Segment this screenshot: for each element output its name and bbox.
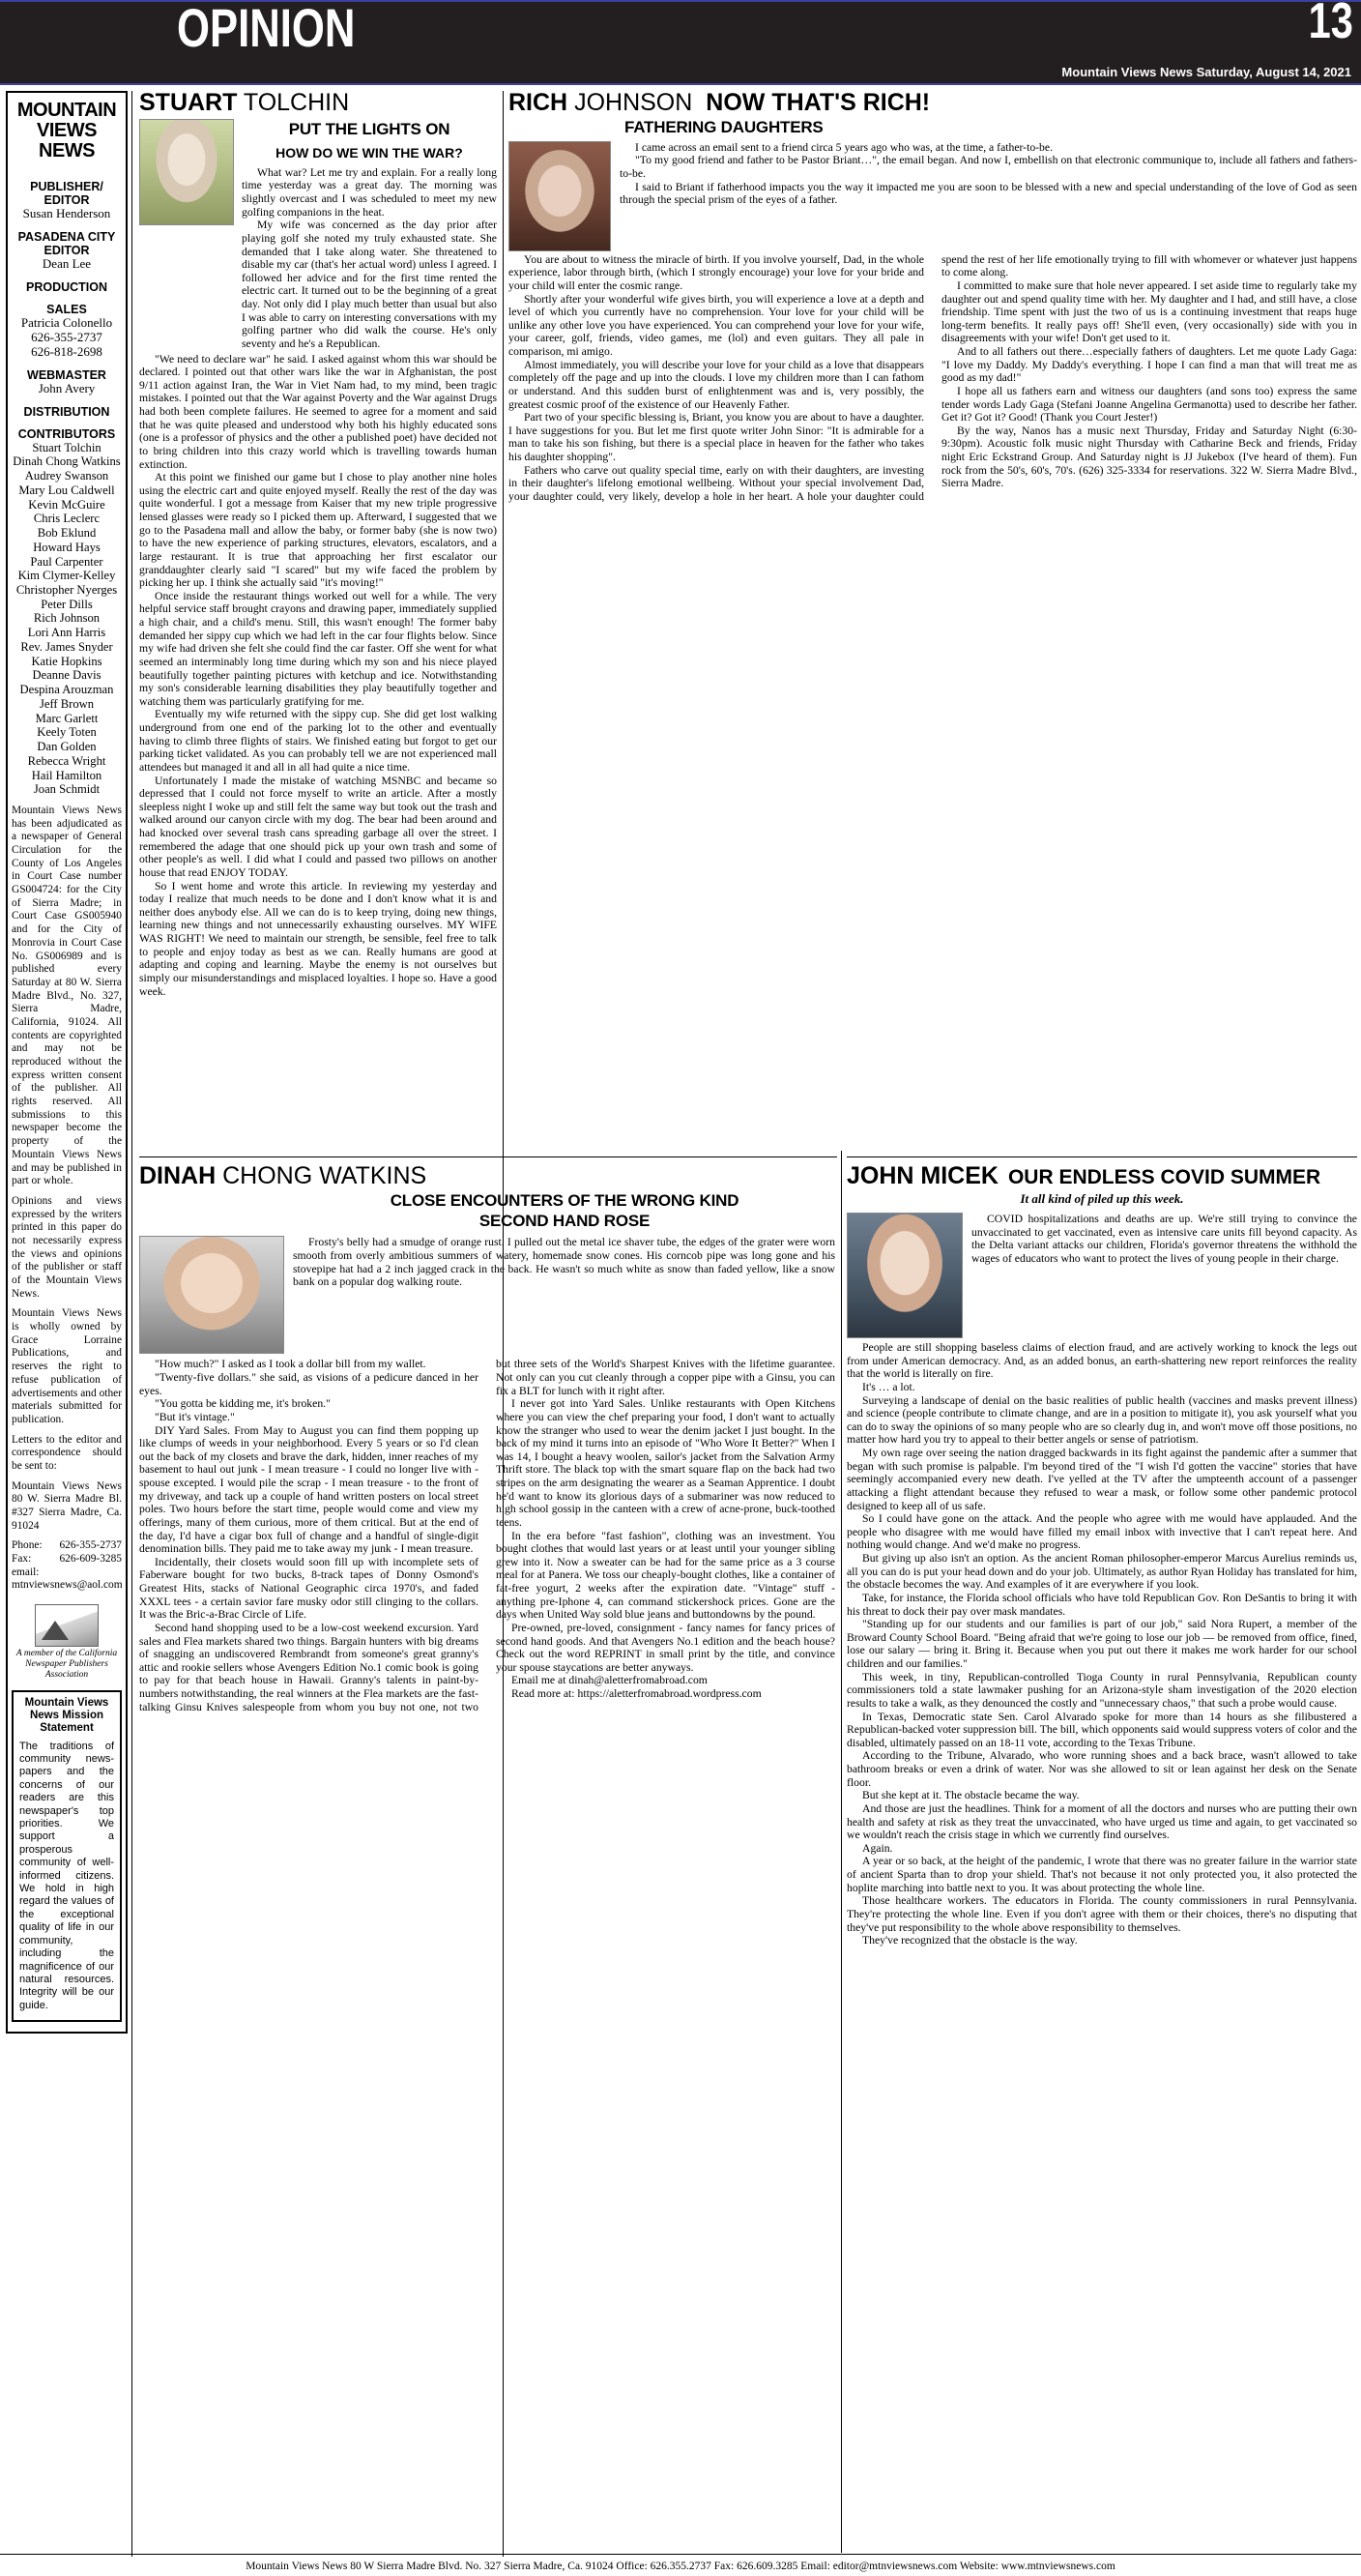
article-paragraph: "We need to declare war" he said. I asked against whom this war should be declared. I pointed out that other wars like the war in Afghanistan, the post 9/11 action against Iran, the War in Viet Nam had, to my mind, been tragic mistakes. I pointed out that the War against Poverty and the War against Drugs had both been complete failures. He seemed to agree for a moment and said that he was quite pleased and understood why both his highly educated sons (one is a professor of physics and the other a published poet) have decided not to bring children into this crazy world which is travelling towards human extinction. bbox=[139, 352, 497, 471]
tolchin-lead-paragraphs bbox=[242, 166, 497, 351]
article-tolchin bbox=[139, 91, 497, 998]
contributor-name: Peter Dills bbox=[41, 597, 93, 611]
masthead-title: MOUNTAIN VIEWS NEWS bbox=[16, 100, 117, 161]
byline-tolchin-first: STUART bbox=[139, 89, 238, 116]
contributors-list bbox=[12, 441, 122, 797]
rule-sidebar bbox=[131, 91, 132, 2557]
article-paragraph: Those healthcare workers. The educators in Florida. The county commissioners in rural Pennsylvania. They're protecting the whole line. Even if you don't agree with them or their choices, there's no disputing that they've put responsibility to the whole above responsibility to themselves. bbox=[847, 1894, 1357, 1934]
article-paragraph: "But it's vintage." bbox=[155, 1410, 235, 1423]
contributor-name: Kevin McGuire bbox=[28, 497, 105, 512]
legal-paragraph: Mountain Views News 80 W. Sierra Madre Bl. #327 Sierra Madre, Ca. 91024 bbox=[12, 1479, 122, 1532]
contributor-name: Mary Lou Caldwell bbox=[18, 483, 115, 497]
article-paragraph: DIY Yard Sales. From May to August you can find them popping up like clumps of weeds in your neighborhood. Every 5 years or so I'd clean out the back of my closets and brave the dark, hidden, inner reaches of my basement to haul out junk - I mean treasure - I could no longer live with - spouse excepted. I would pile the scrap - I mean treasure - to the front of my driveway, and tack up a couple of hand written posters on local street poles. Two hours before the start time, people would come and view my offerings, many of them curious, more of them critical. But at the end of the day, I'd have a cigar box full of change and a handful of single-digit denomination bills. They paid me to take away my junk - I mean treasure. bbox=[139, 1423, 478, 1556]
article-paragraph: Read more at: https://aletterfromabroad.wordpress.com bbox=[511, 1687, 762, 1700]
article-paragraph: I came across an email sent to a friend circa 5 years ago who was, at the time, a father-to-be. bbox=[635, 140, 1054, 154]
sales-phone-2: 626-818-2698 bbox=[31, 343, 102, 359]
article-paragraph: Incidentally, their closets would soon fill up with incomplete sets of Faberware bought for two bucks, 8-track tapes of Donny Osmond's Greatest Hits, stacks of National Geographic circa 1970's, and faded XXXL tees - a certain savior fare musky odor still clinging to the collars. It was the Bric-a-Brac Circle of Life. bbox=[139, 1555, 478, 1622]
role-name-webmaster: John Avery bbox=[38, 380, 96, 395]
contributor-name: Dinah Chong Watkins bbox=[13, 454, 121, 469]
article-paragraph: But she kept at it. The obstacle became the way. bbox=[862, 1789, 1080, 1802]
mission-title: Mountain Views News Mission Statement bbox=[24, 1696, 109, 1735]
legal-text bbox=[12, 805, 122, 1593]
masthead-sidebar bbox=[6, 91, 128, 2034]
banner-bottom-rule bbox=[0, 83, 1361, 85]
micek-body bbox=[847, 1341, 1357, 1947]
article-paragraph: "You gotta be kidding me, it's broken." bbox=[155, 1397, 331, 1411]
legal-paragraph: Mountain Views News has been adjudicated as a newspaper of General Circulation for the County of Los Angeles in Court Case number GS004724: for the City of Sierra Madre; in Court Case GS005940 and for the City of Monrovia in Court Case No. GS006989 and is published every Saturday at 80 W. Sierra Madre Blvd., No. 327, Sierra Madre, California, 91024. All contents are copyrighted and may not be reproduced without the express written consent of the publisher. All rights reserved. All submissions to this newspaper become the property of the Mountain Views News and may be published in part or whole. bbox=[12, 804, 122, 1187]
article-paragraph: What war? Let me try and explain. For a really long time yesterday was a great day. The morning was slightly overcast and I was scheduled to meet my new golfing companions in the heat. bbox=[242, 165, 497, 219]
contributor-name: Joan Schmidt bbox=[33, 782, 101, 797]
watkins-body bbox=[139, 1358, 835, 1713]
role-name-sales: Patricia Colonello bbox=[20, 314, 113, 330]
article-paragraph: "Twenty-five dollars." she said, as visions of a pedicure danced in her eyes. bbox=[139, 1371, 478, 1397]
contributor-name: Lori Ann Harris bbox=[27, 626, 106, 640]
page-number: 13 bbox=[1308, 0, 1353, 49]
contributor-name: Marc Garlett bbox=[35, 711, 99, 725]
contributor-name: Kim Clymer-Kelley bbox=[17, 569, 116, 583]
contributor-name: Keely Toten bbox=[37, 725, 97, 740]
article-paragraph: Surveying a landscape of denial on the basic realities of public health (vaccines and masks prevent illness) and science (people contribute to climate change, and are in a position to mitigate it), you ask yourself what you can do to sway the opinions of so many people who are so clearly dug in, and won't move off those positions, no matter how hard you try to appeal to their better angels or sense of patriotism. bbox=[847, 1393, 1357, 1447]
contributor-name: Stuart Tolchin bbox=[32, 440, 101, 454]
article-paragraph: It's … a lot. bbox=[862, 1380, 915, 1393]
contributor-name: Paul Carpenter bbox=[30, 554, 103, 569]
legal-paragraph: Opinions and views expressed by the writers printed in this paper do not necessarily express the views and opinions of the publisher or staff of the Mountain Views News. bbox=[12, 1194, 122, 1300]
mission-statement-box bbox=[12, 1690, 122, 2022]
article-paragraph: I said to Briant if fatherhood impacts you the way it impacted me you are soon to be blessed with a new and special understanding of the love of God as seen through the special prism of the eyes of a father. bbox=[620, 180, 1357, 207]
article-paragraph: At this point we finished our game but I chose to play another nine holes using the electric cart and quite enjoyed myself. Really the rest of the day was quite wonderful. I got a message from Kaiser that my new triple progressive lensed glasses were ready so I picked them up. Afterward, I suggested that we go to the Pasadena mall and allow the baby, or former baby (she is now two) to have the new experience of parking structures, elevators, escalators, and a large restaurant. It is true that approaching her first escalator our granddaughter clearly said "I scared" but my wife faced the problem by picking her up. I think she actually said "it's moving!" bbox=[139, 471, 497, 590]
article-paragraph: Unfortunately I made the mistake of watching MSNBC and became so depressed that I could not force myself to write an article. After a mostly sleepless night I woke up and still felt the same way but took out the trash and walked around our canyon circle with my dog. The bear had been around and had knocked over several trash cans spreading garbage all over the street. I remembered the adage that one should pick up your own trash and some of other people's as well. I did what I could and passed two pillows on another house that read ENJOY TODAY. bbox=[139, 774, 497, 879]
article-paragraph: I hope all us fathers earn and witness our daughters (and sons too) express the same tender words Lady Gaga (Stefani Joanne Angelina Germanotta) used to describe her father. Get it? Got it? Good! (Thank you Court Jester!) bbox=[941, 384, 1357, 424]
article-paragraph: And to all fathers out there…especially fathers of daughters. Let me quote Lady Gaga: "I love my Daddy. My Daddy's everything. I hope I can find a man that will treat me as good as my dad!" bbox=[941, 345, 1357, 385]
article-paragraph: In Texas, Democratic state Sen. Carol Alvarado spoke for more than 14 hours as she filibustered a Republican-backed voter suppression bill. The bill, which opponents said would suppress voters of color and the disabled, ultimately passed on an 18-11 vote, according to the Texas Tribune. bbox=[847, 1710, 1357, 1749]
sales-phone-1: 626-355-2737 bbox=[31, 329, 102, 344]
legal-paragraph: Letters to the editor and correspondence should be sent to: bbox=[12, 1433, 122, 1472]
divider-lower-right bbox=[847, 1156, 1357, 1157]
article-johnson bbox=[508, 91, 1357, 504]
byline-johnson-last: JOHNSON bbox=[574, 89, 693, 116]
article-paragraph: And those are just the headlines. Think for a moment of all the doctors and nurses who are putting their own health and safety at risk as they treat the unvaccinated, who have urged us time and again, to get vaccinated so we wouldn't reach the crisis stage in which we currently find ourselves. bbox=[847, 1801, 1357, 1842]
article-paragraph: You are about to witness the miracle of birth. If you involve yourself, Dad, in the whole experience, labor through birth, (which I strongly encourage) your love for your bride and your child will enter the cosmic range. bbox=[508, 252, 924, 292]
article-paragraph: A year or so back, at the height of the pandemic, I wrote that there was no greater failure in the warrior state of ancient Sparta than to drop your shield. That's not because it not only protected you, it also protected the hoplite marching into battle next to you. It was about protecting the whole line. bbox=[847, 1855, 1357, 1894]
page-banner bbox=[0, 2, 1361, 83]
byline-watkins bbox=[139, 1164, 835, 1188]
contributor-name: Christopher Nyerges bbox=[15, 582, 118, 597]
contributor-name: Rev. James Snyder bbox=[20, 639, 113, 654]
contributor-name: Deanne Davis bbox=[32, 668, 101, 683]
role-title-contributors: CONTRIBUTORS bbox=[17, 426, 116, 441]
article-paragraph: But giving up also isn't an option. As the ancient Roman philosopher-emperor Marcus Aurelius reminds us, all you can do is put your head down and do your job. Ultimately, as author Ryan Holiday has translated for him, the obstacle becomes the way. And examples of it are everywhere if you look. bbox=[847, 1552, 1357, 1592]
subhead-tolchin: HOW DO WE WIN THE WAR? bbox=[275, 144, 463, 161]
article-paragraph: People are still shopping baseless claims of election fraud, and are actively working to knock the legs out from under American democracy. And, as an added bonus, an earth-shattering new report reinforces the reality that the world is literally on fire. bbox=[847, 1341, 1357, 1381]
article-paragraph: This week, in tiny, Republican-controlled Tioga County in rural Pennsylvania, Republican county commissioners told a state lawmaker pushing for an Arizona-style sham investigation of the 2020 election results to take a walk, as they denounced the costly and "unnecessary chaos," that such a probe would cause. bbox=[847, 1670, 1357, 1710]
article-paragraph: By the way, Nanos has a music next Thursday, Friday and Saturday Night (6:30-9:30pm). Acoustic folk music night Thursday with Catharine Beck and friends, Friday night Eric Eckstrand Group. And Saturday night is JJ Jukebox (I've heard of them). Fun rock from the 50's, 60's, 70's. (626) 325-3334 for reservations. 322 W. Sierra Madre Blvd., Sierra Madre. bbox=[941, 424, 1357, 490]
byline-micek-name: JOHN MICEK bbox=[847, 1162, 999, 1189]
contributor-name: Howard Hays bbox=[33, 540, 101, 554]
banner-dateline: Mountain Views News Saturday, August 14, 2021 bbox=[1061, 65, 1351, 79]
role-title-sales: SALES bbox=[46, 302, 87, 316]
contributor-name: Despina Arouzman bbox=[19, 683, 114, 697]
contributor-name: Jeff Brown bbox=[39, 696, 95, 711]
johnson-lead-paragraphs bbox=[620, 141, 1357, 251]
photo-dinah-chong-watkins bbox=[139, 1236, 284, 1354]
cnpa-badge bbox=[12, 1604, 122, 1681]
role-name-publisher: Susan Henderson bbox=[22, 206, 111, 220]
byline-tolchin-last: TOLCHIN bbox=[243, 89, 350, 116]
byline-watkins-last: CHONG WATKINS bbox=[222, 1162, 427, 1189]
article-watkins bbox=[139, 1164, 835, 1713]
article-paragraph: Email me at dinah@aletterfromabroad.com bbox=[511, 1674, 708, 1687]
headline-watkins-2: SECOND HAND ROSE bbox=[478, 1211, 651, 1230]
article-paragraph: Once inside the restaurant things worked out well for a while. The very helpful service staff brought crayons and drawing paper, immediately supplied a high chair, and a child's menu. Still, this wasn't enough! The former baby demanded her sippy cup which we had left in the car four flights below. Since my wife had driven she felt she could find the car faster. Off she went for what seemed an interminably long time during which my son and his niece played beautifully together painting pictures with ketchup and ice. Notwithstanding my son's considerable learning disabilities they play beautifully together and watching them was particularly gratifying for me. bbox=[139, 589, 497, 708]
cnpa-caption: A member of the California Newspaper Publishers Association bbox=[15, 1649, 118, 1681]
photo-stuart-tolchin bbox=[139, 119, 234, 225]
byline-johnson-first: RICH bbox=[508, 89, 568, 116]
contributor-name: Hail Hamilton bbox=[31, 768, 102, 782]
article-micek bbox=[847, 1164, 1357, 1947]
tolchin-body bbox=[139, 353, 497, 999]
page-footer: Mountain Views News 80 W Sierra Madre Blvd. No. 327 Sierra Madre, Ca. 91024 Office: 626.355.2737 Fax: 626.609.3285 Email: editor@mtnviewsnews.com Website: www.mtnviewsnews.com bbox=[246, 2561, 1115, 2572]
article-paragraph: Second hand shopping used to be a low-cost weekend excursion. Yard sales and Flea markets shared two things. Bargain hunters with big dreams of snagging an undiscovered Rembrandt from someone's great granny's attic and rookie sellers whose Avengers Edition No.1 comic book is going to pay for that beach house in Hawaii. Granny's talents in paint-by-numbers notwithstanding, the real winners at the Flea markets are the fast-talking Ginsu Knives salespeople from whom you buy not one, not two but three sets of the World's Sharpest Knives with the lifetime guarantee. Not only can you cut cleanly through a copper pipe with a Ginsu, you can fix a BLT for lunch with it right after. bbox=[139, 1358, 835, 1713]
subhead-micek: It all kind of piled up this week. bbox=[1020, 1191, 1184, 1206]
role-title-production: PRODUCTION bbox=[25, 279, 108, 294]
contributor-name: Rich Johnson bbox=[33, 611, 101, 626]
contributor-name: Bob Eklund bbox=[37, 526, 97, 541]
byline-johnson bbox=[508, 91, 692, 115]
article-paragraph: "How much?" I asked as I took a dollar bill from my wallet. bbox=[155, 1358, 426, 1371]
article-paragraph: Pre-owned, pre-loved, consignment - fancy names for fancy prices of second hand goods. And that Avengers No.1 edition and the beach house? Check out the word REPRINT in small print by the title, and convince your spouse staycations are better anyways. bbox=[496, 1621, 835, 1674]
article-paragraph: According to the Tribune, Alvarado, who wore running shoes and a back brace, wasn't allowed to take bathroom breaks or even a drink of water. Nor was she allowed to sit or lean against her desk on the Senate floor. bbox=[847, 1749, 1357, 1789]
watkins-lead-paragraphs bbox=[293, 1236, 835, 1354]
role-title-pasadena-editor: PASADENA CITY EDITOR bbox=[17, 229, 116, 257]
contributor-name: Audrey Swanson bbox=[24, 469, 109, 483]
article-paragraph: "Standing up for our students and our families is part of our job," said Nora Rupert, a member of the Broward County School Board. "Being afraid that we're going to lose our job — be removed from office, fined, lose our salary — bring it. Bring it. Because when you put out there it makes me work harder for our school children and our families." bbox=[847, 1618, 1357, 1670]
contributor-name: Dan Golden bbox=[37, 740, 97, 754]
footer-rule bbox=[0, 2554, 1361, 2555]
micek-lead-paragraphs bbox=[971, 1213, 1357, 1338]
article-paragraph: In the era before "fast fashion", clothing was an investment. You bought clothes that would last years or at least until your younger sibling grew into it. Now a sweater can be had for the same price as a 3 course meal for at Panera. We toss our cheaply-bought clothes, like a container of fat-free yogurt, 2 weeks after the expiration date. "Vintage" stuff - anything pre-Iphone 4, can command stickershock prices. Gone are the days when United Way sold blue jeans and buttondowns by the pound. bbox=[496, 1529, 835, 1622]
article-paragraph: My wife was concerned as the day prior after playing golf she noted my truly exhausted state. She demanded that I take along water. She threatened to disable my car (that's her actual word) unless I agreed. I followed her advice and for the first time rented the electric cart. It turned out to be the beginning of a great day. Not only did I play much better than usual but also I was able to carry on interesting conversations with my golfing partner who did walk the course. He's only seventy and he's a Republican. bbox=[242, 219, 497, 350]
byline-micek bbox=[847, 1164, 999, 1188]
mountain-icon bbox=[35, 1604, 99, 1647]
byline-tolchin bbox=[139, 91, 497, 115]
article-paragraph: Part two of your specific blessing is, Briant, you know you are about to have a daughter. I have suggestions for you. But let me first quote writer John Sinor: "It is admirable for a man to take his son fishing, but there is a special place in heaven for the father who takes his daughter shopping". bbox=[508, 411, 924, 464]
role-name-pasadena-editor: Dean Lee bbox=[42, 255, 92, 271]
role-title-distribution: DISTRIBUTION bbox=[23, 404, 110, 419]
article-paragraph: Shortly after your wonderful wife gives birth, you will experience a love at a depth and level of which you currently have no comprehension. Your love for your child will be unlike any other love you have experienced. You can comprehend your love for your wife, your career, golf, friends, video games, me (lol) and even guitars. They all pale in comparison, mi amigo. bbox=[508, 292, 924, 359]
article-paragraph: COVID hospitalizations and deaths are up. We're still trying to convince the unvaccinated to get vaccinated, even as intensive care units fill beyond capacity. As the Delta variant attacks our children, Florida's governor threatens the withhold the wages of educators who want to protect the lives of young people in their charge. bbox=[971, 1213, 1357, 1265]
article-paragraph: Take, for instance, the Florida school officials who have told Republican Gov. Ron DeSantis to bring it with his threat to dock their pay over mask mandates. bbox=[847, 1591, 1357, 1618]
article-paragraph: My own rage over seeing the nation dragged backwards in its fight against the pandemic after a summer that began with such promise is palpable. I'm beyond tired of the "I wish I'd gotten the vaccine" stories that have seemingly accompanied every new death. I've yelled at the TV after the umpteenth account of a passenger attacking a flight attendant because they refused to wear a mask, or follow some other pandemic protocol designed to keep all of us safe. bbox=[847, 1447, 1357, 1512]
article-paragraph: I never got into Yard Sales. Unlike restaurants with Open Kitchens where you can view the chef preparing your food, I don't want to actually know the stranger who used to wear the denim jacket I just bought. In the back of my mind it turns into an episode of "Who Wore It Better?" When I was 14, I bought a heavy woolen, sailor's jacket from the Salvation Army Thrift store. The black top with the smart square flap on the back had two stripes on the arm designating the wearer as a Seaman Apprentice. I doubt he'd want to know its glorious days of a submariner was now reduced to high school gossip in the canteen with a crew of acne-prone, buck-toothed teens. bbox=[496, 1397, 835, 1529]
column-title-micek: OUR ENDLESS COVID SUMMER bbox=[1007, 1166, 1321, 1188]
headline-johnson: FATHERING DAUGHTERS bbox=[624, 118, 824, 136]
article-paragraph: Fathers who carve out quality special time, early on with their daughters, are investing in their daughter's lifelong emotional wellbeing. Without your special involvement Dad, your daughter could, very likely, develop a hole in her heart. A hole your daughter could spend the rest of her life emotionally trying to fill with whomever or whatever just happens to come along. bbox=[508, 252, 1357, 503]
headline-tolchin: PUT THE LIGHTS ON bbox=[288, 120, 450, 138]
column-title-johnson: NOW THAT'S RICH! bbox=[706, 89, 931, 116]
masthead-box bbox=[6, 91, 128, 2034]
rule-lower-right bbox=[841, 1151, 842, 2553]
article-paragraph: "To my good friend and father to be Pastor Briant…", the email began. And now I, embellish on that electronic communique to, include all fathers and fathers-to-be. bbox=[620, 154, 1357, 180]
photo-rich-johnson bbox=[508, 141, 611, 251]
legal-paragraph: Phone: 626-355-2737 Fax: 626-609-3285 email: mtnviewsnews@aol.com bbox=[12, 1539, 123, 1592]
article-paragraph: So I could have gone on the attack. And the people who agree with me would have applauded. And the people who disagree with me would have filled my email inbox with invective that I can't repeat here. And nothing would change. And we'd make no progress. bbox=[847, 1512, 1357, 1552]
divider-lower-left bbox=[139, 1156, 837, 1157]
photo-john-micek bbox=[847, 1213, 963, 1338]
contributor-name: Chris Leclerc bbox=[33, 512, 101, 526]
byline-watkins-first: DINAH bbox=[139, 1162, 217, 1189]
article-paragraph: Frosty's belly had a smudge of orange rust. I pulled out the metal ice shaver tube, the edges of the grater were worn smooth from overly ambitious summers of watery, homemade snow cones. His corncob pipe was long gone and his stovepipe hat had a 2 inch jagged crack in the back. He wasn't so much white as snow than faded yellow, like a snow bank on a popular dog walking route. bbox=[293, 1236, 835, 1289]
johnson-body bbox=[508, 253, 1357, 504]
article-paragraph: Almost immediately, you will describe your love for your child as a love that disappears completely off the page and up into the clouds. I love my children more than I can fathom or understand. And this sudden burst of enlightenment was and is, very possibly, the greatest cosmic proof of the existence of our Heavenly Father. bbox=[508, 358, 924, 411]
role-title-webmaster: WEBMASTER bbox=[27, 367, 106, 382]
legal-paragraph: Mountain Views News is wholly owned by Grace Lorraine Publications, and reserves the right to refuse publication of advertisements and other materials submitted for publication. bbox=[12, 1307, 122, 1425]
article-paragraph: Eventually my wife returned with the sippy cup. She did get lost walking underground from one end of the parking lot to the other and eventually having to climb three flights of stairs. We finished eating but forgot to get our parking ticket validated. As you can probably tell we are not experienced mall attendees but managed it and all in all had quite a nice time. bbox=[139, 708, 497, 774]
mission-body: The traditions of community news-papers and the concerns of our readers are this newspaper's top priorities. We support a prosperous community of well-informed citizens. We hold in high regard the values of the exceptional quality of life in our community, including the magnificence of our natural resources. Integrity will be our guide. bbox=[19, 1740, 114, 2011]
headline-watkins-1: CLOSE ENCOUNTERS OF THE WRONG KIND bbox=[390, 1191, 739, 1210]
article-paragraph: I committed to make sure that hole never appeared. I set aside time to regularly take my daughter out and spend quality time with her. My daughter and I had, and still have, a close friendship. Time spent with just the two of us is a continuing investment that reaps huge long-term benefits. It really pays off! She'll even, (very occasionally) side with you in disagreements with your wife! Don't get used to it. bbox=[941, 278, 1357, 345]
article-paragraph: So I went home and wrote this article. In reviewing my yesterday and today I realize that much needs to be done and I don't know what it is and neither does anybody else. All we can do is to keep trying, doing new things, learning new things and not unnecessarily exhausting ourselves. MY WIFE WAS RIGHT! We need to maintain our strength, be sensible, feel free to talk to people and enjoy today as best as we can. Really humans are good at adapting and coping and learning. Maybe the enemy is not ourselves but simply our misunderstandings and misplaced loyalties. I hope so. Have a good week. bbox=[139, 879, 497, 998]
article-paragraph: Again. bbox=[862, 1841, 893, 1855]
contributor-name: Rebecca Wright bbox=[27, 753, 106, 768]
contributor-name: Katie Hopkins bbox=[31, 654, 102, 668]
article-paragraph: They've recognized that the obstacle is the way. bbox=[862, 1934, 1078, 1947]
section-title: OPINION bbox=[177, 0, 356, 58]
role-title-publisher: PUBLISHER/ EDITOR bbox=[30, 180, 103, 207]
